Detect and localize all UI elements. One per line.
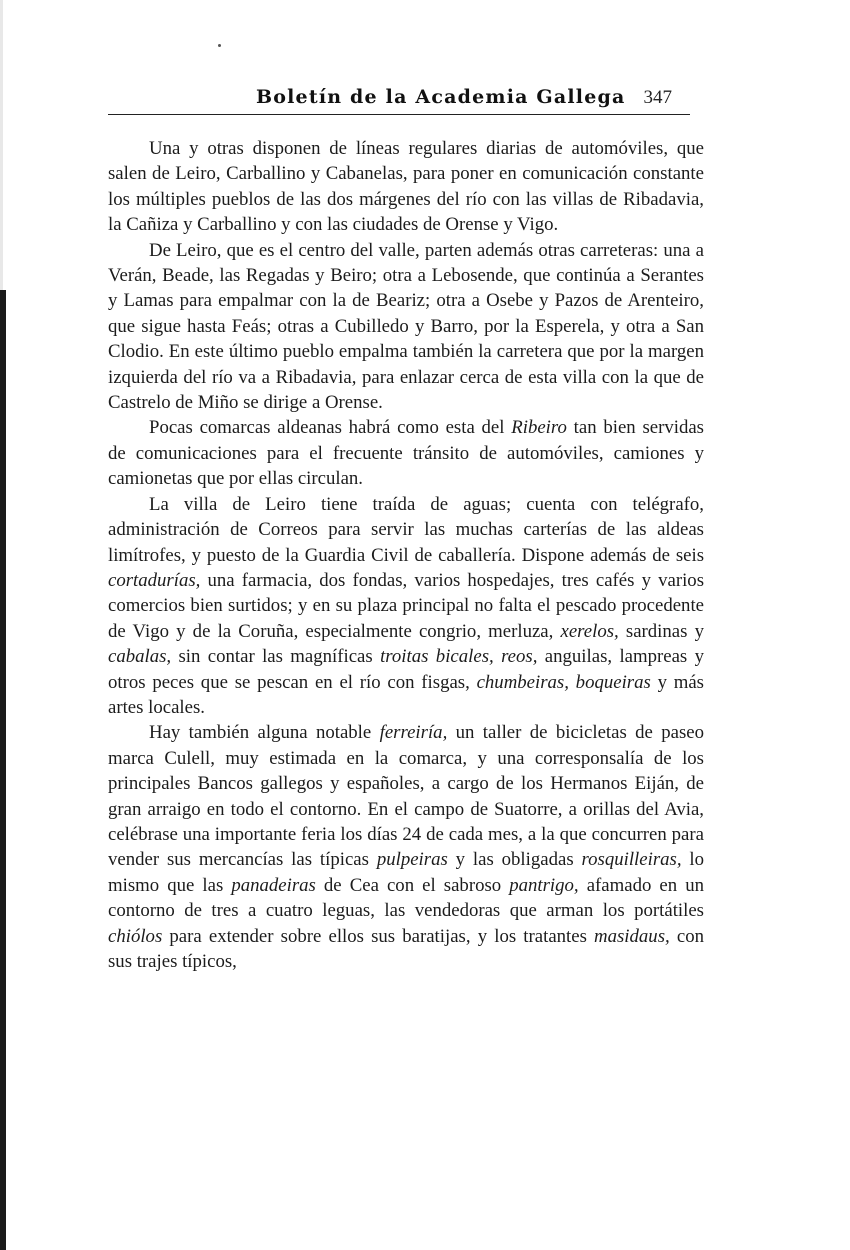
paragraph (108, 492, 704, 721)
italic-term: chiólos (108, 925, 163, 947)
text-run: Pocas comarcas aldeanas habrá como esta del (149, 417, 512, 439)
italic-term: rosquilleiras, (581, 849, 682, 871)
text-run: y más artes locales. (108, 671, 704, 718)
text-run: tan bien servidas de comunicaciones para el frecuente tránsito de automóviles, camiones y camionetas que por ellas circulan. (108, 417, 704, 490)
italic-term: ferreiría, (379, 722, 448, 744)
text-run: anguilas, lampreas y otros peces que se pescan en el río con fisgas, (108, 646, 704, 693)
paragraph (108, 136, 704, 238)
italic-term: chumbeiras, boqueiras (476, 671, 651, 693)
text-run: con sus trajes típicos, (108, 925, 704, 972)
paragraph (108, 415, 704, 491)
article-body (108, 136, 704, 974)
italic-term: pantrigo, (509, 874, 579, 896)
italic-term: xerelos, (560, 620, 619, 642)
page-number: 347 (643, 87, 672, 108)
italic-term: cortadurías, (108, 569, 201, 591)
text-run: afamado en un contorno de tres a cuatro leguas, las vendedoras que arman los portátiles (108, 874, 705, 922)
text-run: lo mismo que las (108, 849, 705, 896)
text-run: para extender sobre ellos sus baratijas, y los tratantes (162, 925, 595, 947)
italic-term: troitas bicales, reos, (380, 646, 538, 668)
paragraph (108, 720, 704, 974)
text-run: La villa de Leiro tiene traída de aguas; cuenta con telégrafo, administración de Correos para servir las muchas carterías de las aldeas limítrofes, y puesto de la Guardia Civil de caballería. Dispone además de seis (108, 493, 704, 566)
text-run: Una y otras disponen de líneas regulares diarias de automóviles, que salen de Leiro, Carballino y Cabanelas, para poner en comunicación constante los múltiples pueblos de las dos márgenes del río con las villas de Ribadavia, la Cañiza y Carballino y con las ciudades de Orense y Vigo. (108, 138, 704, 236)
journal-title: Boletín de la Academia Gallega (256, 86, 626, 108)
text-run: de Cea con el sabroso (315, 874, 510, 896)
book-spine-edge (0, 290, 6, 1250)
italic-term: Ribeiro (511, 417, 567, 439)
text-run: Hay también alguna notable (149, 722, 380, 744)
running-head (108, 84, 710, 114)
italic-term: masidaus, (594, 925, 670, 947)
page-edge-top (0, 0, 3, 290)
italic-term: pulpeiras (376, 849, 448, 871)
text-run: sardinas y (618, 620, 704, 642)
text-run: De Leiro, que es el centro del valle, parten además otras carreteras: una a Verán, Beade, las Regadas y Beiro; otra a Lebosende, que continúa a Serantes y Lamas para empalmar con la de Beariz; otra a Osebe y Pazos de Arenteiro, que sigue hasta Feás; otras a Cubilledo y Barro, por la Esperela, y otra a San Clodio. En este último pueblo empalma también la carretera que por la margen izquierda del río va a Ribadavia, para enlazar cerca de esta villa con la que de Castrelo de Miño se dirige a Orense. (108, 239, 704, 414)
italic-term: panadeiras (231, 874, 316, 896)
text-run: un taller de bicicletas de paseo marca Culell, muy estimada en la comarca, y una corresponsalía de los principales Bancos gallegos y españoles, a cargo de los Hermanos Eiján, de gran arraigo en todo el contorno. En el campo de Suatorre, a orillas del Avia, celébrase una importante feria los días 24 de cada mes, a la que concurren para vender sus mercancías las típicas (108, 722, 704, 871)
text-run: y las obligadas (447, 849, 582, 871)
text-run: una farmacia, dos fondas, varios hospedajes, tres cafés y varios comercios bien surtidos; y en su plaza principal no falta el pescado procedente de Vigo y de la Coruña, especialmente congrio, merluza, (108, 569, 704, 642)
print-speck (218, 44, 221, 47)
header-rule (108, 114, 690, 115)
paragraph (108, 238, 704, 416)
text-run: sin contar las magníficas (171, 646, 381, 668)
italic-term: cabalas, (108, 646, 172, 668)
